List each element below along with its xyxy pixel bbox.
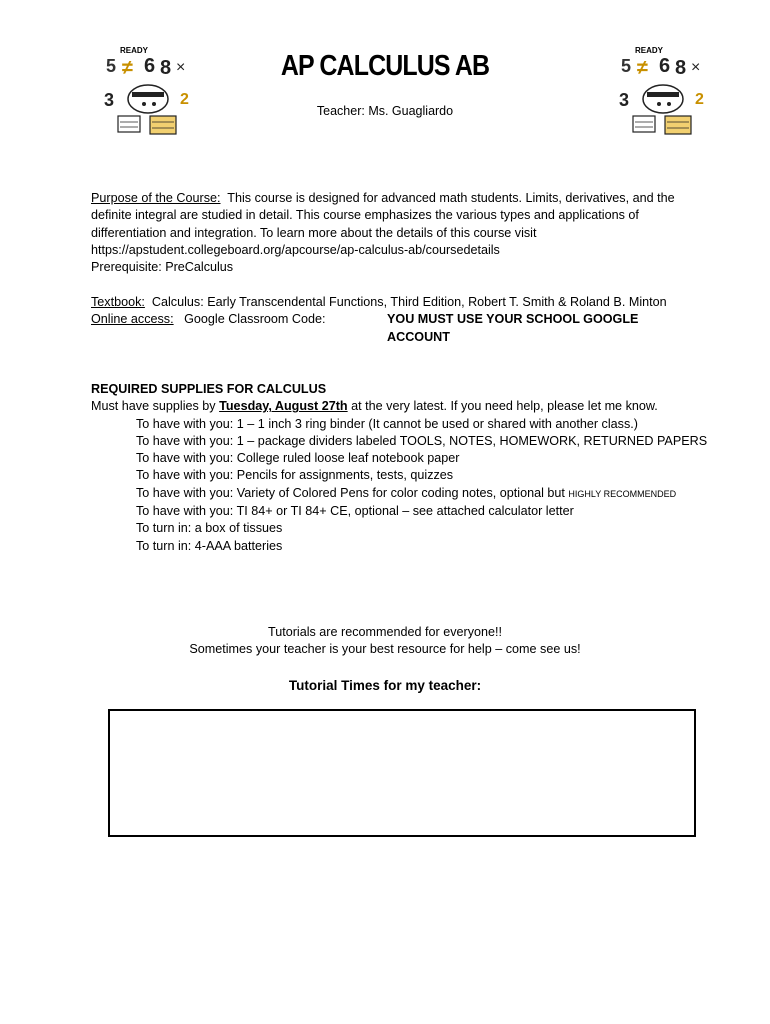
supply-item-colored-pens [91, 485, 711, 503]
supply-item-text: To have with you: Variety of Colored Pens for color coding notes, optional but [136, 485, 569, 500]
svg-text:3: 3 [619, 90, 630, 110]
course-details-link[interactable]: https://apstudent.collegeboard.org/apcourse/ap-calculus-ab/coursedetails [91, 242, 500, 257]
supply-item: To turn in: a box of tissues [136, 521, 283, 536]
svg-text:2: 2 [695, 91, 704, 108]
supplies-intro-before: Must have supplies by [91, 399, 220, 414]
clipart-word-left: READY [120, 46, 149, 55]
tutorials-help-note: Sometimes your teacher is your best resource for help – come see us! [189, 642, 581, 656]
svg-text:×: × [176, 59, 186, 76]
school-account-note: YOU MUST USE YOUR SCHOOL GOOGLE ACCOUNT [387, 312, 639, 344]
textbook-section [91, 294, 691, 344]
purpose-line3: differentiation and integration. To learn more about the details of this course visit [91, 225, 537, 240]
svg-text:≠: ≠ [122, 57, 133, 79]
svg-text:6: 6 [659, 55, 671, 77]
textbook-label: Textbook: [91, 295, 145, 309]
tutorial-times-box[interactable] [108, 709, 696, 837]
svg-text:≠: ≠ [637, 57, 648, 79]
supply-item: To have with you: College ruled loose leaf notebook paper [136, 451, 460, 466]
svg-text:5: 5 [106, 56, 117, 76]
tutorial-times-heading: Tutorial Times for my teacher: [288, 678, 482, 693]
supplies-deadline: Tuesday, August 27th [219, 399, 348, 414]
clipart-word-right: READY [635, 46, 664, 55]
teacher-name: Teacher: Ms. Guagliardo [316, 104, 454, 118]
supplies-intro-after: at the very latest. If you need help, please let me know. [347, 399, 658, 414]
svg-text:5: 5 [621, 56, 632, 76]
supplies-section [91, 381, 711, 555]
purpose-section [91, 190, 691, 276]
highly-recommended-note: HIGHLY RECOMMENDED [568, 488, 677, 499]
svg-text:3: 3 [104, 90, 115, 110]
supply-item: To have with you: Pencils for assignments, tests, quizzes [136, 468, 454, 483]
svg-text:×: × [691, 59, 701, 76]
purpose-line1: This course is designed for advanced math students. Limits, derivatives, and the [220, 191, 675, 205]
supply-item: To have with you: 1 – package dividers labeled TOOLS, NOTES, HOMEWORK, RETURNED PAPERS [136, 433, 708, 448]
online-access-value: Google Classroom Code: [173, 312, 326, 327]
tutorials-recommendation: Tutorials are recommended for everyone!! [267, 625, 503, 639]
prerequisite: Prerequisite: PreCalculus [91, 260, 234, 275]
textbook-value: Calculus: Early Transcendental Functions, Third Edition, Robert T. Smith & Roland B. Minton [144, 295, 667, 309]
purpose-label: Purpose of the Course: [91, 191, 221, 205]
svg-text:8: 8 [675, 57, 687, 79]
online-access-label: Online access: [91, 312, 174, 327]
svg-text:8: 8 [160, 57, 172, 79]
supply-item: To have with you: TI 84+ or TI 84+ CE, optional – see attached calculator letter [136, 504, 574, 519]
svg-text:2: 2 [180, 91, 189, 108]
page-title: AP CALCULUS AB [280, 50, 490, 82]
svg-text:6: 6 [144, 55, 156, 77]
supply-item: To have with you: 1 – 1 inch 3 ring binder (It cannot be used or shared with another class.) [136, 416, 638, 431]
supplies-heading: REQUIRED SUPPLIES FOR CALCULUS [91, 382, 327, 396]
supply-item: To turn in: 4-AAA batteries [136, 538, 283, 553]
purpose-line2: definite integral are studied in detail. This course emphasizes the various types and applications of [91, 208, 639, 223]
